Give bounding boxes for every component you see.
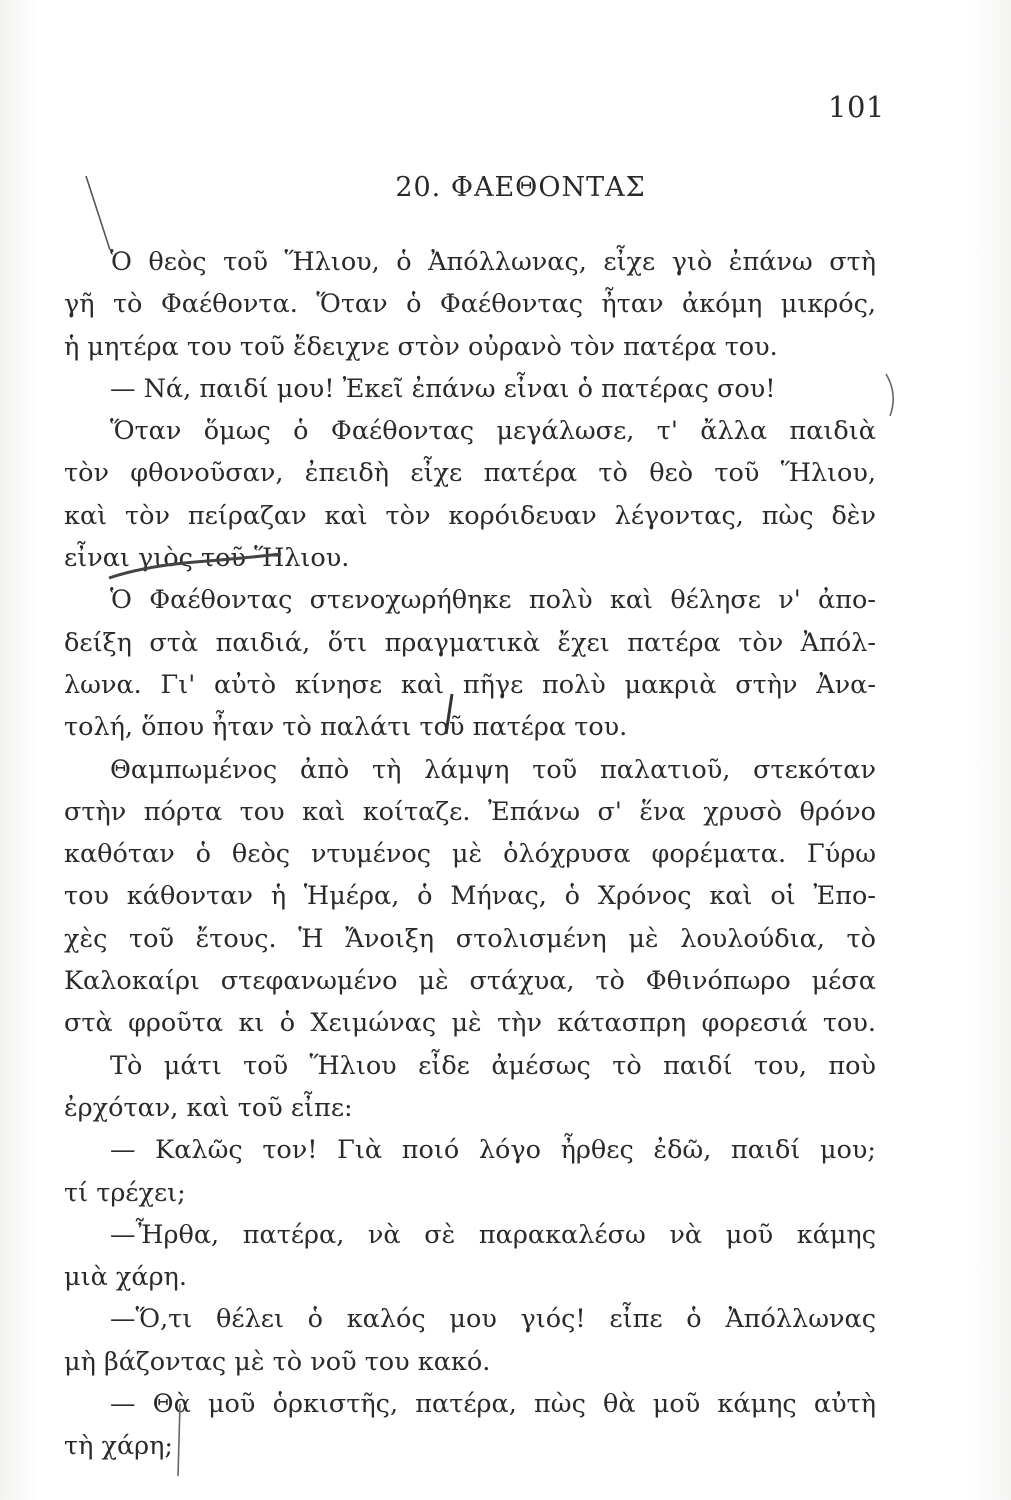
text-line: —Ἦρθα, πατέρα, νὰ σὲ παρακαλέσω νὰ μοῦ κάμης — [110, 1219, 876, 1250]
text-line: καθόταν ὁ θεὸς ντυμένος μὲ ὁλόχρυσα φορέματα. Γύρω — [64, 839, 876, 870]
text-line: — Θὰ μοῦ ὁρκιστῆς, πατέρα, πὼς θὰ μοῦ κάμης αὐτὴ — [110, 1389, 876, 1420]
text-line: Ὁ θεὸς τοῦ Ἥλιου, ὁ Ἀπόλλωνας, εἶχε γιὸ ἐπάνω στὴ — [110, 247, 876, 277]
text-line: ἐρχόταν, καὶ τοῦ εἶπε: — [64, 1092, 353, 1123]
pencil-bracket-icon — [882, 370, 904, 420]
text-line: Ὅταν ὅμως ὁ Φαέθοντας μεγάλωσε, τ' ἄλλα παιδιὰ — [110, 416, 876, 447]
text-line: τί τρέχει; — [64, 1177, 186, 1208]
text-line: γῆ τὸ Φαέθοντα. Ὅταν ὁ Φαέθοντας ἦταν ἀκόμη μικρός, — [64, 289, 876, 320]
text-line: του κάθονταν ἡ Ἡμέρα, ὁ Μήνας, ὁ Χρόνος καὶ οἱ Ἐπο- — [64, 881, 876, 912]
text-line: χὲς τοῦ ἔτους. Ἡ Ἄνοιξη στολισμένη μὲ λουλούδια, τὸ — [64, 923, 876, 954]
text-line: μὴ βάζοντας μὲ τὸ νοῦ του κακό. — [64, 1346, 491, 1377]
text-line: — Νά, παιδί μου! Ἐκεῖ ἐπάνω εἶναι ὁ πατέρας σου! — [110, 373, 776, 404]
text-line: Ὁ Φαέθοντας στενοχωρήθηκε πολὺ καὶ θέλησε ν' ἀπο- — [110, 585, 876, 616]
chapter-body-text — [64, 241, 876, 1468]
text-line: εἶναι γιὸς τοῦ Ἥλιου. — [64, 543, 350, 574]
text-line: ἡ μητέρα του τοῦ ἔδειχνε στὸν οὐρανὸ τὸν πατέρα του. — [64, 331, 778, 362]
text-line: καὶ τὸν πείραζαν καὶ τὸν κορόιδευαν λέγοντας, πὼς δὲν — [64, 500, 876, 531]
text-line: Τὸ μάτι τοῦ Ἥλιου εἶδε ἀμέσως τὸ παιδί του, ποὺ — [110, 1050, 876, 1081]
text-line: λωνα. Γι' αὐτὸ κίνησε καὶ πῆγε πολὺ μακριὰ στὴν Ἀνα- — [64, 669, 876, 700]
text-line: — Καλῶς τον! Γιὰ ποιό λόγο ἦρθες ἐδῶ, παιδί μου; — [110, 1135, 876, 1166]
page-number: 101 — [828, 90, 885, 124]
text-line: τὴ χάρη; — [64, 1431, 174, 1462]
text-line: Καλοκαίρι στεφανωμένο μὲ στάχυα, τὸ Φθινόπωρο μέσα — [64, 966, 876, 997]
text-line: στὴν πόρτα του καὶ κοίταζε. Ἐπάνω σ' ἕνα χρυσὸ θρόνο — [64, 796, 876, 827]
text-line: Θαμπωμένος ἀπὸ τὴ λάμψη τοῦ παλατιοῦ, στεκόταν — [110, 754, 876, 785]
text-line: τὸν φθονοῦσαν, ἐπειδὴ εἶχε πατέρα τὸ θεὸ τοῦ Ἥλιου, — [64, 458, 876, 489]
text-line: δείξη στὰ παιδιά, ὅτι πραγματικὰ ἔχει πατέρα τὸν Ἀπόλ- — [64, 627, 876, 658]
text-line: τολή, ὅπου ἦταν τὸ παλάτι τοῦ πατέρα του. — [64, 712, 628, 743]
text-line: —Ὅ,τι θέλει ὁ καλός μου γιός! εἶπε ὁ Ἀπόλλωνας — [110, 1304, 876, 1335]
chapter-title: 20. ΦΑΕΘΟΝΤΑΣ — [395, 172, 646, 203]
text-line: στὰ φροῦτα κι ὁ Χειμώνας μὲ τὴν κάτασπρη φορεσιά του. — [64, 1008, 876, 1039]
text-line: μιὰ χάρη. — [64, 1262, 187, 1293]
